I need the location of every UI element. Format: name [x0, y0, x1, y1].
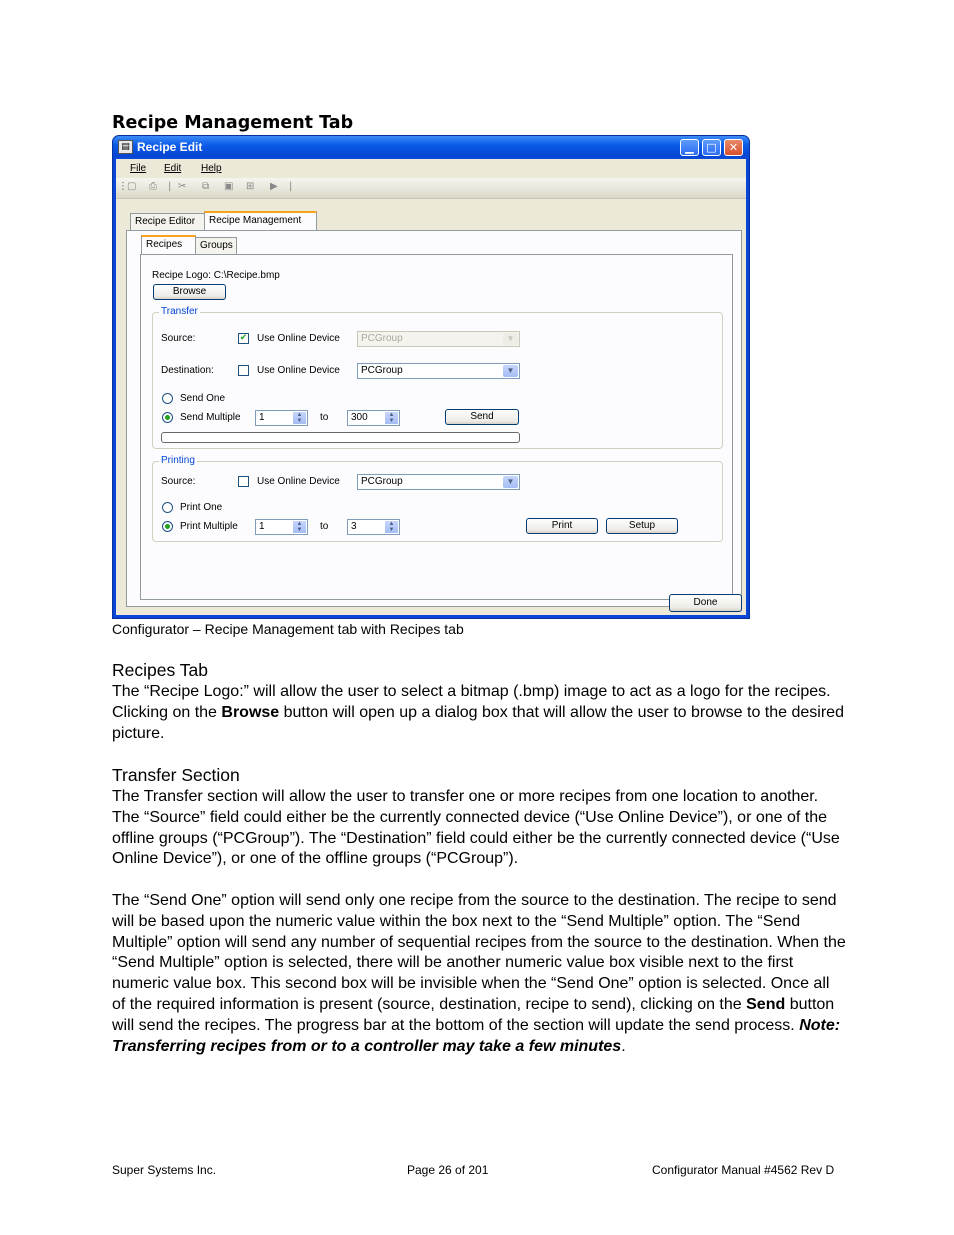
paragraph-text: The “Send One” option will send only one recipe from the source to the destination. The recipe to send will be based upon the numeric value within the box next to the “Send Multiple” option. The “Send Multiple” option will send any number of sequential recipes from the source to the destination. When the “Send Multiple” option is selected, there will be another numeric value box visible next to the first numeric value box. This second box will be invisible when the “Send One” option is selected. Once all of the required information is present (source, destination, recipe to send), clicking on the — [112, 892, 846, 1013]
transfer-source-checkbox[interactable]: ✔ — [239, 333, 248, 343]
print-one-radio[interactable] — [162, 502, 173, 513]
print-to-value: 3 — [351, 521, 357, 532]
transfer-source-label: Source: — [161, 333, 196, 344]
send-one-radio[interactable] — [162, 393, 173, 404]
title-bar[interactable] — [113, 136, 749, 159]
footer-page-number: Page 26 of 201 — [407, 1163, 489, 1177]
tab-recipe-editor[interactable]: Recipe Editor — [130, 213, 206, 230]
print-icon[interactable]: ⎙ — [149, 181, 157, 192]
printing-source-checkbox-label: Use Online Device — [257, 476, 340, 487]
separator-icon: | — [168, 181, 172, 192]
section-title-transfer: Transfer Section — [112, 765, 240, 785]
destination-checkbox-label: Use Online Device — [257, 365, 340, 376]
send-button[interactable]: Send — [445, 409, 519, 425]
transfer-source-checkbox-label: Use Online Device — [257, 333, 340, 344]
paragraph-text: The “Recipe Logo:” will allow the user to select a bitmap (.bmp) image to act as a logo for the recipes. Clicking on the — [112, 683, 831, 721]
app-icon: ▤ — [118, 140, 133, 154]
recipe-logo-label: Recipe Logo: C:\Recipe.bmp — [152, 270, 280, 281]
copy-icon[interactable]: ⧉ — [202, 181, 210, 192]
subtab-recipes[interactable]: Recipes — [141, 235, 196, 254]
print-one-label: Print One — [180, 502, 223, 513]
paragraph-transfer-2 — [112, 891, 847, 1057]
add-icon[interactable]: ⊞ — [246, 181, 255, 192]
paragraph-bold: Browse — [221, 703, 280, 721]
spinner-arrows-icon[interactable]: ▲ ▼ — [293, 412, 306, 424]
destination-checkbox[interactable] — [238, 365, 249, 376]
footer-right: Configurator Manual #4562 Rev D — [652, 1163, 835, 1177]
footer-left: Super Systems Inc. — [112, 1163, 217, 1177]
send-from-spinner[interactable] — [255, 410, 308, 426]
recipe-edit-window — [112, 135, 750, 619]
spinner-arrows-icon[interactable]: ▲ ▼ — [385, 521, 398, 533]
paragraph-transfer-1 — [112, 787, 847, 870]
paragraph-text: button will send the recipes. The progress bar at the bottom of the section will update the send process. — [112, 995, 835, 1034]
tab-recipe-management[interactable]: Recipe Management — [204, 211, 317, 230]
page-heading: Recipe Management Tab — [112, 113, 354, 133]
transfer-source-select — [357, 331, 520, 347]
send-to-spinner[interactable] — [347, 410, 400, 426]
browse-button[interactable]: Browse — [153, 284, 226, 300]
paragraph-text: . — [621, 1037, 626, 1055]
print-button[interactable]: Print — [526, 518, 598, 534]
printing-legend: Printing — [161, 455, 195, 466]
destination-value: PCGroup — [361, 365, 403, 376]
setup-button[interactable]: Setup — [606, 518, 678, 534]
cut-icon[interactable]: ✂ — [178, 181, 187, 192]
menu-help[interactable]: Help — [201, 163, 222, 174]
maximize-button[interactable]: □ — [702, 139, 721, 156]
toolbar-grip-icon: ⋮ — [118, 181, 128, 192]
printing-source-select[interactable] — [357, 474, 520, 490]
spinner-arrows-icon[interactable]: ▲ ▼ — [293, 521, 306, 533]
print-from-value: 1 — [259, 521, 265, 532]
print-to-label: to — [320, 521, 329, 532]
menu-bar — [116, 159, 746, 178]
paragraph-bold: Send — [746, 995, 786, 1013]
chevron-down-icon[interactable]: ▼ — [503, 476, 518, 488]
paste-icon[interactable]: ▣ — [224, 181, 234, 192]
paragraph-recipes-tab — [112, 682, 847, 744]
figure-caption: Configurator – Recipe Management tab with Recipes tab — [112, 621, 464, 637]
send-to-value: 300 — [351, 412, 368, 423]
destination-select[interactable] — [357, 363, 520, 379]
subtab-groups[interactable]: Groups — [195, 237, 237, 254]
print-multiple-radio[interactable] — [162, 521, 173, 532]
send-multiple-radio[interactable] — [162, 412, 173, 423]
send-progress-bar — [161, 432, 520, 443]
done-button[interactable]: Done — [669, 594, 742, 612]
menu-file[interactable]: File — [130, 163, 147, 174]
print-to-spinner[interactable] — [347, 519, 400, 535]
paragraph-note: Note: Transferring recipes from or to a controller may take a few minutes — [112, 1016, 841, 1055]
chevron-down-icon: ▼ — [503, 333, 518, 345]
paragraph-text: button will open up a dialog box that will allow the user to browse to the desired picture. — [112, 703, 844, 742]
printing-source-value: PCGroup — [361, 476, 403, 487]
spinner-arrows-icon[interactable]: ▲ ▼ — [385, 412, 398, 424]
print-from-spinner[interactable] — [255, 519, 308, 535]
chevron-down-icon[interactable]: ▼ — [503, 365, 518, 377]
transfer-legend: Transfer — [161, 306, 198, 317]
send-from-value: 1 — [259, 412, 265, 423]
new-icon[interactable]: ▢ — [127, 181, 137, 192]
close-button[interactable]: ✕ — [724, 139, 743, 156]
paragraph-text: The Transfer section will allow the user to transfer one or more recipes from one location to another. The “Source” field could either be the currently connected device (“Use Online Device”), or one of the offline groups (“PCGroup”). The “Destination” field could either be the currently connected device (“Use Online Device”), or one of the offline groups (“PCGroup”). — [112, 788, 840, 868]
window-client — [116, 159, 746, 615]
send-to-label: to — [320, 412, 329, 423]
printing-source-checkbox[interactable] — [238, 476, 249, 487]
minimize-button[interactable]: ▁ — [680, 139, 699, 156]
play-icon[interactable]: ▶ — [270, 181, 278, 192]
send-multiple-label: Send Multiple — [180, 412, 241, 423]
separator-icon: | — [289, 181, 293, 192]
destination-label: Destination: — [161, 365, 214, 376]
printing-source-label: Source: — [161, 476, 196, 487]
menu-edit[interactable]: Edit — [164, 163, 182, 174]
send-one-label: Send One — [180, 393, 226, 404]
section-title-recipes-tab: Recipes Tab — [112, 660, 208, 680]
transfer-source-value: PCGroup — [361, 333, 403, 344]
toolbar — [116, 178, 746, 199]
print-multiple-label: Print Multiple — [180, 521, 238, 532]
window-title: Recipe Edit — [137, 140, 203, 154]
